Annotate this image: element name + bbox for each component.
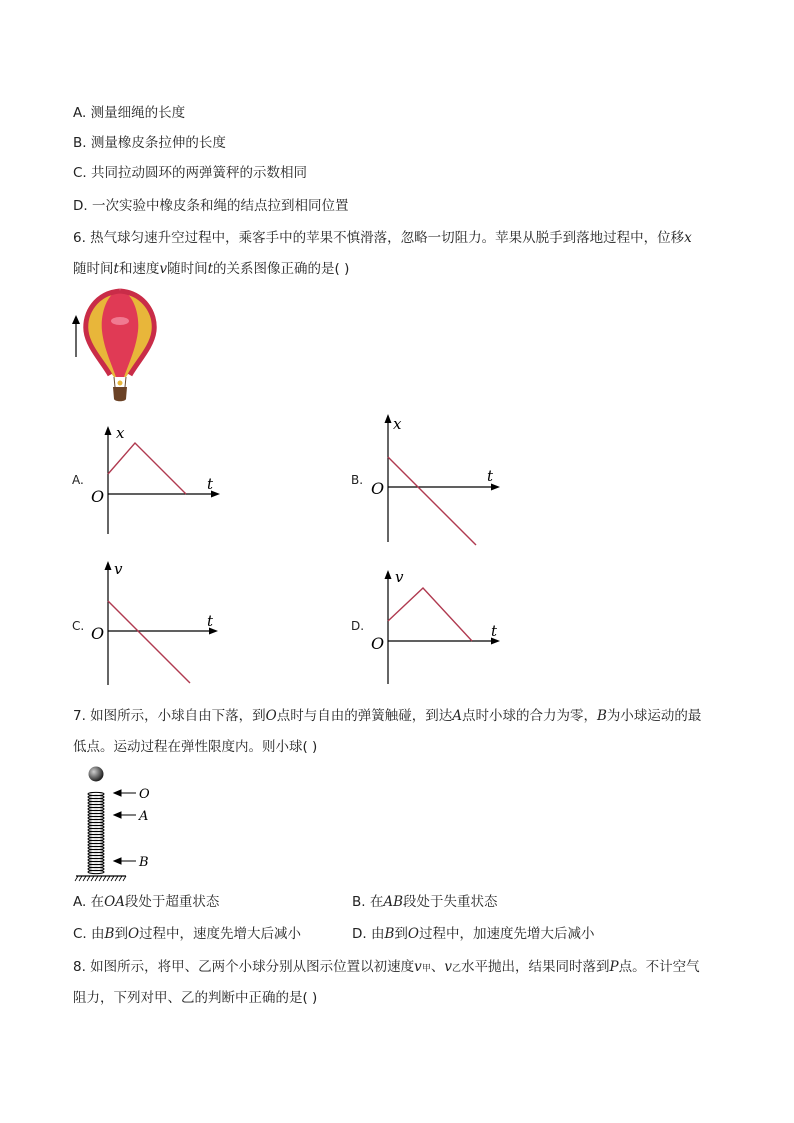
spring-ball-figure [72, 763, 172, 885]
graph-a [88, 422, 238, 540]
graph-d-y-axis-label: v [395, 568, 404, 586]
q6-stem-line2: 随时间t和速度v随时间t的关系图像正确的是( ) [73, 261, 350, 277]
option-d-label: D. [351, 619, 365, 633]
q5-option-b: B. 测量橡皮条拉伸的长度 [73, 135, 226, 151]
graph-d [368, 566, 518, 688]
q7-option-b: B. 在AB段处于失重状态 [352, 894, 498, 910]
q7-option-d: D. 由B到O过程中，加速度先增大后减小 [352, 926, 595, 942]
graph-b [368, 410, 518, 550]
q7-stem-line1: 7. 如图所示，小球自由下落，到O点时与自由的弹簧触碰，到达A点时小球的合力为零，B为小球运动的最 [73, 708, 702, 724]
q5-option-d: D. 一次实验中橡皮条和绳的结点拉到相同位置 [73, 198, 349, 214]
graph-c-y-axis-label: v [114, 560, 123, 578]
q8-stem-line2: 阻力，下列对甲、乙的判断中正确的是( ) [73, 990, 318, 1006]
graph-c-origin-label: O [91, 624, 105, 643]
graph-b-origin-label: O [371, 479, 385, 498]
q6-stem-line1: 6. 热气球匀速升空过程中，乘客手中的苹果不慎滑落，忽略一切阻力。苹果从脱手到落地过程中，位移x [73, 230, 692, 246]
ball-icon [89, 767, 104, 782]
hot-air-balloon-figure [70, 287, 170, 407]
graph-b-y-axis-label: x [393, 415, 402, 433]
graph-c-x-axis-label: t [207, 612, 214, 630]
q7-stem-line2: 低点。运动过程在弹性限度内。则小球( ) [73, 739, 318, 755]
graph-d-x-axis-label: t [491, 622, 498, 640]
spring-label-b: B [139, 855, 149, 870]
q7-option-c: C. 由B到O过程中，速度先增大后减小 [73, 926, 302, 942]
option-b-label: B. [351, 473, 364, 487]
graph-a-origin-label: O [91, 487, 105, 506]
q5-option-c: C. 共同拉动圆环的两弹簧秤的示数相同 [73, 165, 308, 181]
graph-d-origin-label: O [371, 634, 385, 653]
q5-option-a: A. 测量细绳的长度 [73, 105, 186, 121]
graph-a-y-axis-label: x [116, 424, 125, 442]
q7-option-a: A. 在OA段处于超重状态 [73, 894, 220, 910]
graph-a-x-axis-label: t [207, 475, 214, 493]
spring-label-a: A [139, 809, 149, 824]
spring-label-o: O [139, 787, 150, 802]
option-a-label: A. [72, 473, 84, 487]
q8-stem-line1: 8. 如图所示，将甲、乙两个小球分别从图示位置以初速度v甲、v乙水平抛出，结果同时落到P点。不计空气 [73, 959, 700, 975]
option-c-label: C. [72, 619, 85, 633]
graph-b-x-axis-label: t [487, 467, 494, 485]
graph-c [88, 557, 238, 692]
